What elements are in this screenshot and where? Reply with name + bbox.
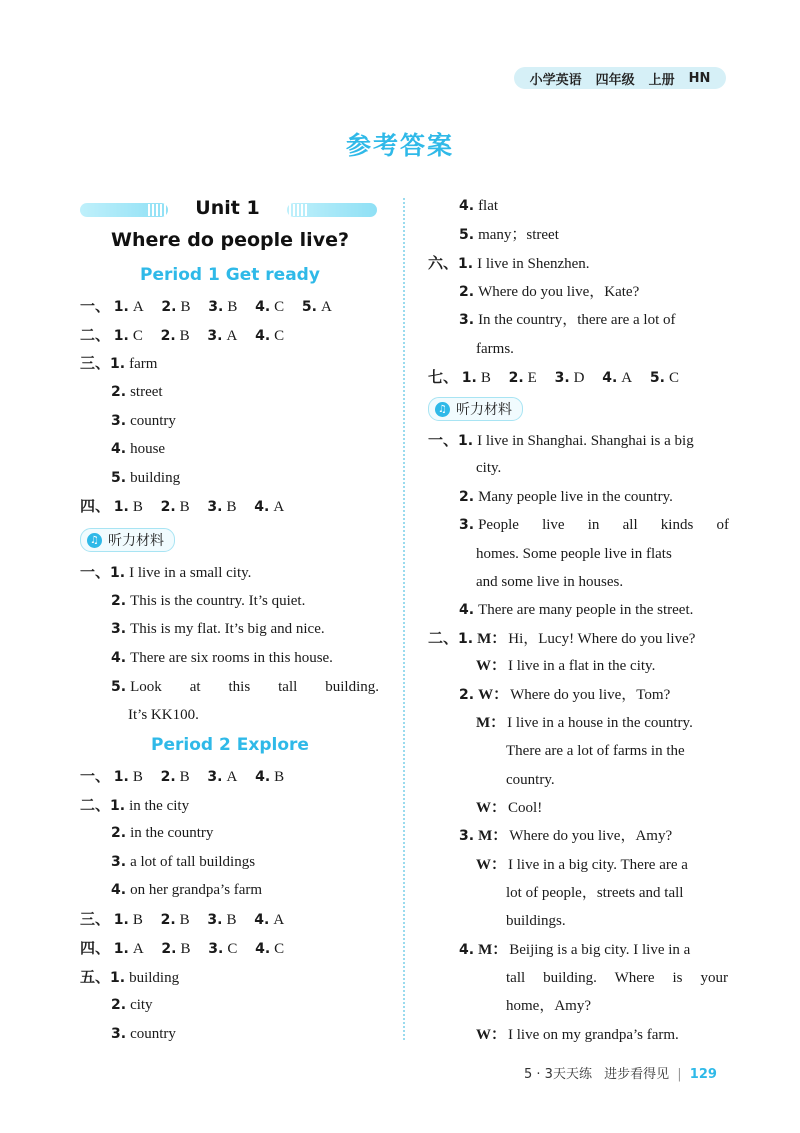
- transcript-row: homes. Some people live in flats: [476, 546, 672, 562]
- section-mark: 四、: [80, 497, 111, 515]
- dialogue-row: There are a lot of farms in the: [506, 743, 685, 759]
- dialogue-row: W： Cool!: [476, 800, 543, 816]
- answer-row: 2. city: [111, 997, 153, 1013]
- page-title: 参考答案: [345, 131, 454, 160]
- grade-label: 四年级: [595, 72, 635, 88]
- section-mark: 七、: [428, 368, 459, 386]
- section-mark: 一、: [80, 563, 111, 581]
- transcript-row: city.: [476, 460, 502, 476]
- footer-brand: 5 · 3天天练: [524, 1067, 592, 1082]
- section-mark: 二、: [428, 629, 459, 647]
- page-footer: 5 · 3天天练 进步看得见 | 129: [524, 1067, 717, 1082]
- unit-decor-bar-right: [287, 203, 377, 217]
- section-mark: 五、: [80, 968, 111, 986]
- answer-row: 六、1. I live in Shenzhen.: [428, 254, 590, 272]
- answer-row: 二、 1. C 2. B 3. A 4. C: [80, 326, 285, 344]
- answer-row: 3. In the country，there are a lot of: [459, 312, 676, 328]
- dialogue-row: home，Amy?: [506, 998, 591, 1014]
- dialogue-row: W： I live in a flat in the city.: [476, 658, 656, 674]
- answer-row: farms.: [476, 341, 514, 357]
- answer-row: 4. house: [111, 441, 166, 457]
- transcript-row: It’s KK100.: [128, 707, 199, 723]
- answer-row: 三、 1. B 2. B 3. B 4. A: [80, 910, 285, 928]
- transcript-row: 2. Many people live in the country.: [459, 489, 673, 505]
- section-mark: 三、: [80, 910, 111, 928]
- answer-row: 2. in the country: [111, 825, 214, 841]
- answer-row: 4. on her grandpa’s farm: [111, 882, 263, 898]
- period-heading: Period 1 Get ready: [140, 265, 320, 285]
- transcript-row: 一、1. I live in Shanghai. Shanghai is a big: [428, 431, 694, 449]
- dialogue-row: W： I live on my grandpa’s farm.: [476, 1027, 679, 1043]
- dialogue-row: tall building. Where is your: [506, 970, 728, 986]
- transcript-row: 一、1. I live in a small city.: [80, 563, 252, 581]
- transcript-row: and some live in houses.: [476, 574, 624, 590]
- section-mark: 一、: [80, 297, 111, 315]
- dialogue-row: 2. W： Where do you live，Tom?: [459, 687, 671, 703]
- listening-label: 听力材料: [108, 533, 164, 549]
- dialogue-row: lot of people，streets and tall: [506, 885, 684, 901]
- answer-row: 4. flat: [459, 198, 499, 214]
- section-mark: 一、: [80, 767, 111, 785]
- listening-label: 听力材料: [456, 402, 512, 418]
- unit-decor-bar-left: [80, 203, 168, 217]
- section-mark: 四、: [80, 939, 111, 957]
- answer-row: 3. a lot of tall buildings: [111, 854, 256, 870]
- term-label: 上册: [648, 72, 675, 88]
- listening-material-tag: [428, 397, 523, 421]
- answer-row: 5. many；street: [459, 227, 559, 243]
- answer-row: 3. country: [111, 1026, 176, 1042]
- section-mark: 三、: [80, 354, 111, 372]
- book-info-badge: [514, 67, 726, 89]
- transcript-row: 5. Look at this tall building.: [111, 679, 379, 695]
- unit-title: Unit 1: [195, 197, 260, 219]
- transcript-row: 3. People live in all kinds of: [459, 517, 729, 533]
- answer-row: 2. street: [111, 384, 163, 400]
- headphones-icon: ♫: [435, 402, 450, 417]
- answer-row: 一、 1. B 2. B 3. A 4. B: [80, 767, 285, 785]
- headphones-icon: ♫: [87, 533, 102, 548]
- section-mark: 六、: [428, 254, 459, 272]
- answer-row: 三、1. farm: [80, 354, 158, 372]
- answer-row: 五、1. building: [80, 968, 180, 986]
- answer-row: 四、 1. B 2. B 3. B 4. A: [80, 497, 285, 515]
- footer-slogan: 进步看得见: [604, 1067, 670, 1082]
- edition-label: HN: [688, 70, 711, 86]
- period-heading: Period 2 Explore: [151, 735, 309, 755]
- dialogue-row: 4. M： Beijing is a big city. I live in a: [459, 942, 691, 958]
- dialogue-row: 二、1. M： Hi，Lucy! Where do you live?: [428, 629, 696, 647]
- unit-subtitle: Where do people live?: [111, 229, 349, 251]
- dialogue-row: W： I live in a big city. There are a: [476, 857, 688, 873]
- answer-row: 5. building: [111, 470, 181, 486]
- section-mark: 一、: [428, 431, 459, 449]
- page-number: 129: [689, 1067, 717, 1082]
- dialogue-row: country.: [506, 772, 555, 788]
- dialogue-row: 3. M： Where do you live，Amy?: [459, 828, 673, 844]
- dialogue-row: buildings.: [506, 913, 566, 929]
- section-mark: 二、: [80, 796, 111, 814]
- transcript-row: 4. There are many people in the street.: [459, 602, 694, 618]
- transcript-row: 4. There are six rooms in this house.: [111, 650, 333, 666]
- answer-row: 四、 1. A 2. B 3. C 4. C: [80, 939, 285, 957]
- transcript-row: 2. This is the country. It’s quiet.: [111, 593, 306, 609]
- listening-material-tag: [80, 528, 175, 552]
- answer-row: 2. Where do you live，Kate?: [459, 284, 640, 300]
- column-divider: [403, 198, 405, 1040]
- section-mark: 二、: [80, 326, 111, 344]
- transcript-row: 3. This is my flat. It’s big and nice.: [111, 621, 325, 637]
- answer-row: 二、1. in the city: [80, 796, 190, 814]
- answer-row: 七、 1. B 2. E 3. D 4. A 5. C: [428, 368, 679, 386]
- answer-row: 一、 1. A 2. B 3. B 4. C 5. A: [80, 297, 332, 315]
- subject-label: 小学英语: [529, 72, 582, 88]
- dialogue-row: M： I live in a house in the country.: [476, 715, 693, 731]
- answer-row: 3. country: [111, 413, 176, 429]
